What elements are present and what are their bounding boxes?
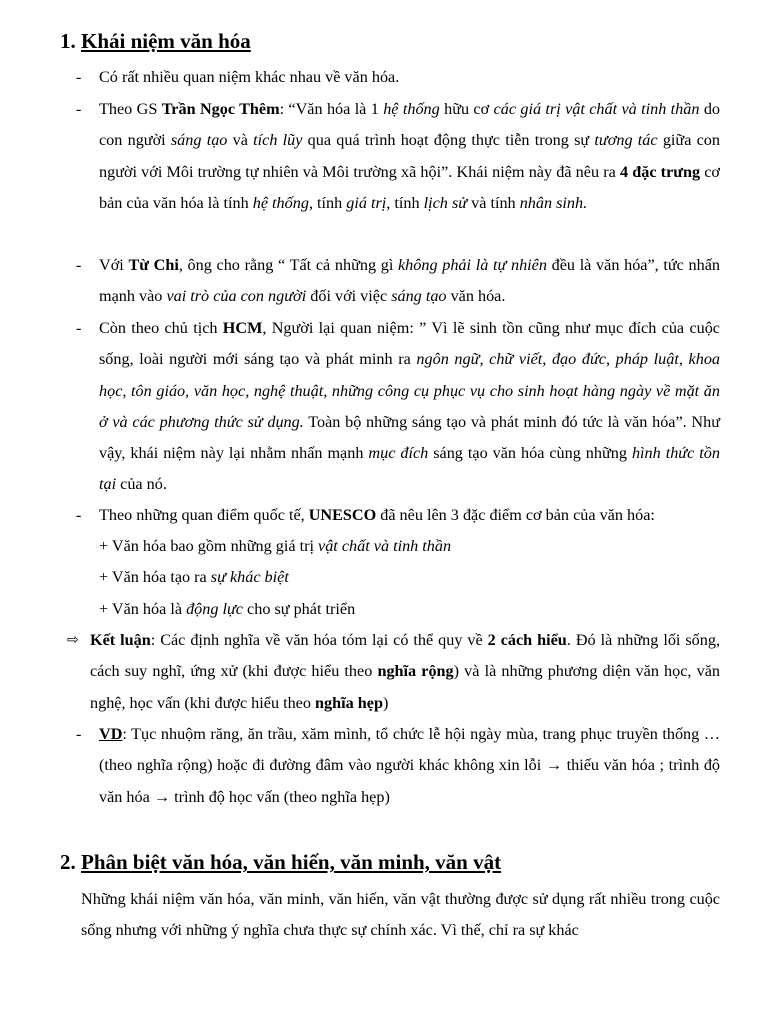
implies-arrow-icon: ⇨ — [67, 632, 79, 648]
item-text: VD: Tục nhuộm răng, ăn trầu, xăm mình, tổ chức lễ hội ngày mùa, trang phục truyền thống … (theo nghĩa rộng) hoặc đi đường đâm vào người khác không xin lỗi → thiếu văn hóa ; trình độ văn hóa → trình độ học vấn (theo nghĩa hẹp) — [99, 725, 721, 806]
section-heading-1 — [60, 27, 251, 55]
dash-bullet: - — [76, 256, 82, 274]
list-item — [76, 313, 720, 501]
section-title: Khái niệm văn hóa — [81, 29, 251, 53]
dash-bullet: - — [76, 319, 82, 337]
right-arrow-icon: → — [153, 787, 171, 806]
item-text: Còn theo chủ tịch HCM, Người lại quan niệm: ” Vì lẽ sinh tồn cũng như mục đích của cuộc sống, loài người mới sáng tạo và phát minh ra ngôn ngữ, chữ viết, đạo đức, pháp luật, khoa học, tôn giáo, văn học, nghệ thuật, những công cụ phục vụ cho sinh hoạt hàng ngày về mặt ăn ở và các phương thức sử dụng. Toàn bộ những sáng tạo và phát minh đó tức là văn hóa”. Như vậy, khái niệm này lại nhằm nhấn mạnh mục đích sáng tạo văn hóa cùng những hình thức tồn tại của nó. — [99, 319, 721, 494]
list-item — [76, 500, 720, 531]
item-text: Có rất nhiều quan niệm khác nhau về văn hóa. — [99, 68, 400, 86]
sub-list-item: + Văn hóa là động lực cho sự phát triển — [99, 600, 356, 618]
list-item — [76, 94, 720, 219]
list-item — [76, 62, 720, 93]
section-heading-2 — [60, 848, 501, 876]
right-arrow-icon: → — [545, 756, 563, 775]
list-item — [76, 250, 720, 313]
list-item — [76, 719, 720, 813]
item-text: Kết luận: Các định nghĩa về văn hóa tóm lại có thể quy về 2 cách hiểu. Đó là những lối sống, cách suy nghĩ, ứng xử (khi được hiểu theo nghĩa rộng) và là những phương diện văn học, văn nghệ, học vấn (khi được hiểu theo nghĩa hẹp) — [90, 631, 720, 712]
dash-bullet: - — [76, 506, 82, 524]
dash-bullet: - — [76, 725, 82, 743]
list-item — [67, 625, 720, 719]
sub-list-item: + Văn hóa tạo ra sự khác biệt — [99, 568, 289, 586]
section-2-paragraph: Những khái niệm văn hóa, văn minh, văn hiến, văn vật thường được sử dụng rất nhiều trong cuộc sống nhưng với những ý nghĩa chưa thực sự chính xác. Vì thế, chỉ ra sự khác — [81, 890, 720, 940]
dash-bullet: - — [76, 68, 82, 86]
dash-bullet: - — [76, 100, 82, 118]
sub-list-item: + Văn hóa bao gồm những giá trị vật chất và tinh thần — [99, 537, 452, 555]
section-number: 2. — [60, 850, 76, 874]
section-title: Phân biệt văn hóa, văn hiến, văn minh, văn vật — [81, 850, 502, 874]
item-text: Theo GS Trần Ngọc Thêm: “Văn hóa là 1 hệ thống hữu cơ các giá trị vật chất và tinh thần do con người sáng tạo và tích lũy qua quá trình hoạt động thực tiễn trong sự tương tác giữa con người với Môi trường tự nhiên và Môi trường xã hội”. Khái niệm này đã nêu ra 4 đặc trưng cơ bản của văn hóa là tính hệ thống, tính giá trị, tính lịch sử và tính nhân sinh. — [99, 100, 721, 212]
section-number: 1. — [60, 29, 76, 53]
item-text: Theo những quan điểm quốc tế, UNESCO đã nêu lên 3 đặc điểm cơ bản của văn hóa: — [99, 506, 655, 524]
item-text: Với Từ Chi, ông cho rằng “ Tất cả những gì không phải là tự nhiên đều là văn hóa”, tức nhấn mạnh vào vai trò của con người đối với việc sáng tạo văn hóa. — [99, 256, 720, 306]
